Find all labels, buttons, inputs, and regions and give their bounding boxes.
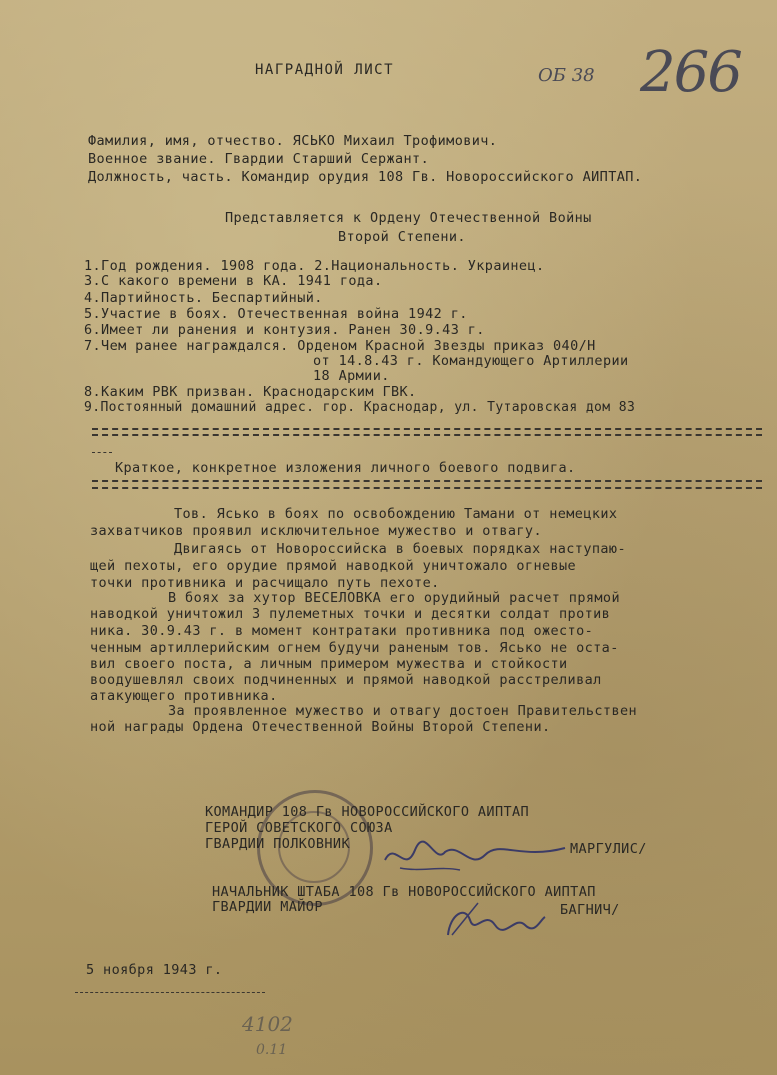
feat-line-8: ника. 30.9.43 г. в момент контратаки противника под ожесто- [90,623,594,639]
commander-signature [380,830,570,880]
feat-line-12: атакующего противника. [90,688,278,704]
feat-line-5: точки противника и расчищало путь пехоте. [90,575,440,591]
rank-line: Военное звание. Гвардии Старший Сержант. [88,151,430,167]
feat-line-14: ной награды Ордена Отечественной Войны Второй Степени. [90,719,551,735]
archive-number-large: 266 [640,40,741,105]
feat-line-11: воодушевлял своих подчиненных и прямой наводкой расстреливал [90,672,602,688]
chief-of-staff-rank: ГВАРДИИ МАЙОР [212,899,323,915]
feat-heading: Краткое, конкретное изложения личного боевого подвига. [115,460,576,476]
item-previous-awards-cont2: 18 Армии. [313,368,390,384]
feat-line-13: За проявленное мужество и отвагу достоен Правительствен [168,703,638,719]
feat-line-4: щей пехоты, его орудие прямой наводкой уничтожало огневые [90,558,577,574]
item-home-address: 9.Постоянный домашний адрес. гор. Краснодар, ул. Тутаровская дом 83 [84,400,636,415]
name-line: Фамилия, имя, отчество. ЯСЬКО Михаил Трофимович. [88,133,498,149]
feat-line-7: наводкой уничтожил 3 пулеметных точки и десятки солдат против [90,606,611,622]
feat-line-3: Двигаясь от Новороссийска в боевых порядках наступаю- [174,541,626,557]
nomination-line-2: Второй Степени. [338,229,466,245]
date-underline [75,992,265,993]
pencil-note-2: 0.11 [256,1042,288,1058]
post-line: Должность, часть. Командир орудия 108 Гв. Новороссийского АИПТАП. [88,169,643,185]
chief-of-staff-signature [440,895,550,945]
chief-of-staff-name: БАГНИЧ/ [560,902,620,918]
commander-name: МАРГУЛИС/ [570,841,647,857]
divider-bottom-1 [92,480,762,482]
divider-left [92,452,112,453]
divider-top-1 [92,428,762,430]
nomination-line-1: Представляется к Ордену Отечественной Войны [225,210,592,226]
commander-hero-title: ГЕРОЙ СОВЕТСКОГО СОЮЗА [205,820,393,836]
archive-number-small: ОБ 38 [538,65,595,86]
feat-line-9: ченным артиллерийским огнем будучи раненым тов. Ясько не оста- [90,640,619,656]
feat-line-2: захватчиков проявил исключительное мужество и отвагу. [90,523,542,539]
commander-title: КОМАНДИР 108 Гв НОВОРОССИЙСКОГО АИПТАП [205,804,530,820]
commander-rank: ГВАРДИИ ПОЛКОВНИК [205,836,350,852]
divider-bottom-2 [92,487,762,489]
document-title: НАГРАДНОЙ ЛИСТ [255,62,395,78]
chief-of-staff-title: НАЧАЛЬНИК ШТАБА 108 Гв НОВОРОССИЙСКОГО АИПТАП [212,884,596,900]
document-date: 5 ноября 1943 г. [86,962,223,978]
item-draft-office: 8.Каким РВК призван. Краснодарским ГВК. [84,384,417,400]
item-party: 4.Партийность. Беспартийный. [84,290,323,306]
item-participation: 5.Участие в боях. Отечественная война 1942 г. [84,306,468,322]
item-previous-awards-cont: от 14.8.43 г. Командующего Артиллерии [313,353,629,369]
pencil-note-1: 4102 [242,1012,293,1036]
item-previous-awards: 7.Чем ранее награждался. Орденом Красной Звезды приказ 040/Н [84,338,596,354]
item-in-army-since: 3.С какого времени в КА. 1941 года. [84,273,383,289]
feat-line-6: В боях за хутор ВЕСЕЛОВКА его орудийный расчет прямой [168,590,620,606]
feat-line-10: вил своего поста, а личным примером мужества и стойкости [90,656,568,672]
feat-line-1: Тов. Ясько в боях по освобождению Тамани от немецких [174,506,618,522]
item-wounds: 6.Имеет ли ранения и контузия. Ранен 30.9.43 г. [84,322,485,338]
divider-top-2 [92,434,762,436]
item-birth-nationality: 1.Год рождения. 1908 года. 2.Национальность. Украинец. [84,258,545,274]
